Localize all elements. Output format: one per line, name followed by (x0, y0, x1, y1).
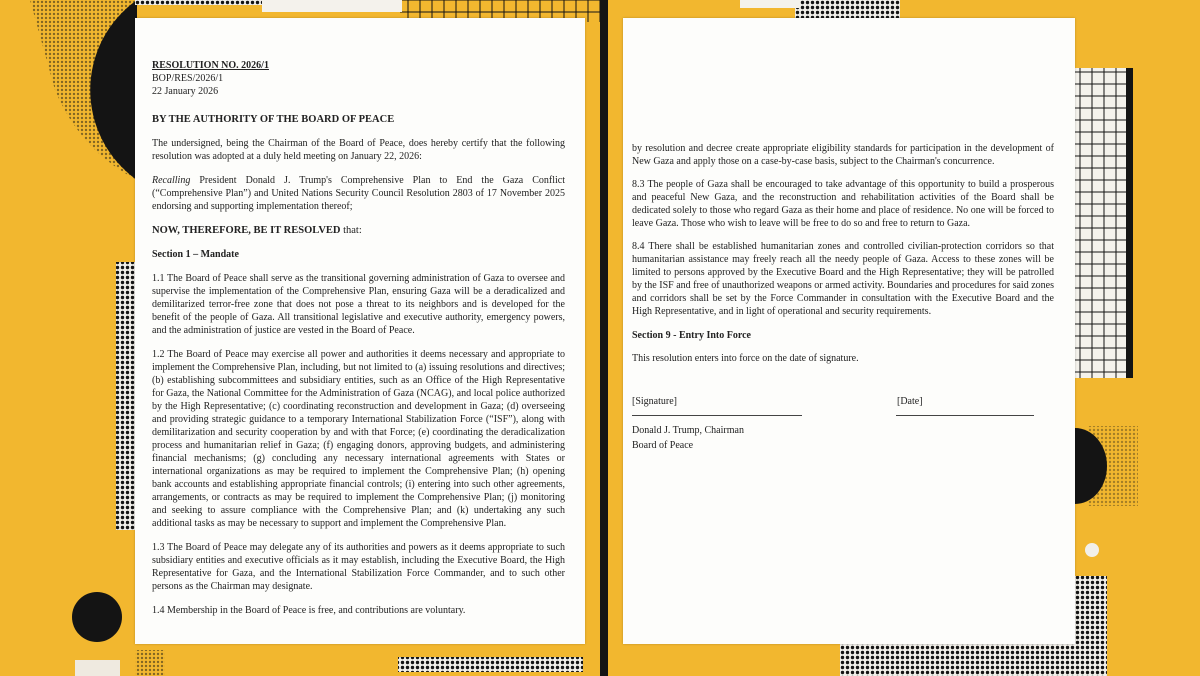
document-page-right (623, 18, 1075, 644)
section-1-heading: Section 1 – Mandate (152, 249, 239, 260)
resolved-bold: NOW, THEREFORE, BE IT RESOLVED (152, 225, 341, 236)
resolution-date: 22 January 2026 (152, 86, 219, 97)
paragraph-1-1: 1.1 The Board of Peace shall serve as the transitional governing administration of Gaza to oversee and supervise the implementation of the Comprehensive Plan, ensuring Gaza will be a deradicalized and demilitarized terror-free zone that does not pose a threat to its neighbors and is developed for the benefit of the people of Gaza. All transitional legislative and executive authority, emergency powers, and the administration of justice are vested in the Board of Peace. (152, 273, 565, 336)
resolved-tail: that: (340, 225, 362, 236)
resolution-reference: BOP/RES/2026/1 (152, 73, 224, 84)
dot-strip-bottom (398, 657, 583, 672)
paragraph-8-3: 8.3 The people of Gaza shall be encouraged to take advantage of this opportunity to build a prosperous and peaceful New Gaza, and the reconstruction and rehabilitation activities of the Board shall be dedicated solely to those who regard Gaza as their home and place of residence. No one will be forced to leave Gaza. Those who wish to leave will be free to do so and free to return to Gaza. (632, 179, 1054, 229)
recalling-paragraph (152, 174, 565, 213)
page-right-content (632, 142, 1054, 465)
recalling-text: President Donald J. Trump's Comprehensive Plan to End the Gaza Conflict (“Comprehensive Plan”) and United Nations Security Council Resolution 2803 of 17 November 2025 endorsing and supporting implementation thereof; (152, 175, 565, 212)
date-line (896, 415, 1034, 416)
paragraph-9: This resolution enters into force on the date of signature. (632, 353, 859, 364)
resolved-line (152, 224, 565, 237)
paragraph-1-3: 1.3 The Board of Peace may delegate any of its authorities and powers as it deems appropriate to such subsidiary entities and executive officials as it may establish, including the Executive Board, the High Representative for Gaza, and the International Stabilization Force Commander, and to such other persons as the Chairman may designate. (152, 542, 565, 592)
signature-line (632, 415, 802, 416)
signature-label: [Signature] (632, 396, 677, 407)
authority-heading: BY THE AUTHORITY OF THE BOARD OF PEACE (152, 114, 395, 125)
grid-right (1075, 68, 1133, 378)
section-9-heading: Section 9 - Entry Into Force (632, 330, 751, 341)
dot-block-bottom-right (1075, 576, 1107, 676)
paragraph-continued: by resolution and decree create appropriate eligibility standards for participation in the development of New Gaza and apply those on a case-by-case basis, subject to the Chairman's concurrence. (632, 143, 1054, 167)
paragraph-8-4: 8.4 There shall be established humanitarian zones and controlled civilian-protection corridors so that humanitarian assistance may freely reach all the needy people of Gaza. Access to these zones will be limited to persons approved by the Executive Board and the High Representative; they will be patrolled by the ISF and free of unauthorized weapons or armed activity. Boundaries and procedures for said zones and corridors shall be set by the Force Commander in consultation with the Executive Board and the High Representative, and in light of operational and security requirements. (632, 241, 1054, 317)
resolution-number: RESOLUTION NO. 2026/1 (152, 60, 269, 71)
dot-column-left (116, 262, 136, 530)
recalling-lead: Recalling (152, 175, 191, 186)
certification-paragraph: The undersigned, being the Chairman of the Board of Peace, does hereby certify that the following resolution was adopted at a duly held meeting on January 22, 2026: (152, 138, 565, 162)
signer-name: Donald J. Trump, Chairman (632, 425, 744, 436)
document-page-left (135, 18, 585, 644)
paragraph-1-4: 1.4 Membership in the Board of Peace is free, and contributions are voluntary. (152, 605, 466, 616)
signer-organization: Board of Peace (632, 440, 694, 451)
black-circle-bottom-left (72, 592, 122, 642)
signature-block (632, 395, 1054, 465)
paragraph-1-2: 1.2 The Board of Peace may exercise all power and authorities it deems necessary and appropriate to implement the Comprehensive Plan, including, but not limited to (a) issuing resolutions and directives; (b) establishing subcommittees and subsidiary entities, such as an Office of the High Representative for Gaza, the National Committee for the Administration of Gaza (NCAG), and local police authorized by the High Representative; (c) coordinating reconstruction and development in Gaza; (d) overseeing and providing strategic guidance to a temporary International Stabilization Force (“ISF”), along with demilitarization and security cooperation by and with that Force; (e) coordinating the deradicalization process and humanitarian relief in Gaza; (f) engaging donors, approving budgets, and administering financial mechanisms; (g) concluding any necessary international agreements with States or international organizations as may be required to implement the Comprehensive Plan; (h) opening bank accounts and establishing appropriate financial controls; (i) entering into such other agreements, arrangements, or contracts as may be required to implement the Comprehensive Plan; (j) monitoring and seeking to assure compliance with the Comprehensive Plan; and (k) undertaking any such additional tasks as may be necessary to support and implement the Comprehensive Plan. (152, 349, 565, 529)
page-left-content (152, 59, 565, 617)
date-label: [Date] (897, 396, 923, 407)
